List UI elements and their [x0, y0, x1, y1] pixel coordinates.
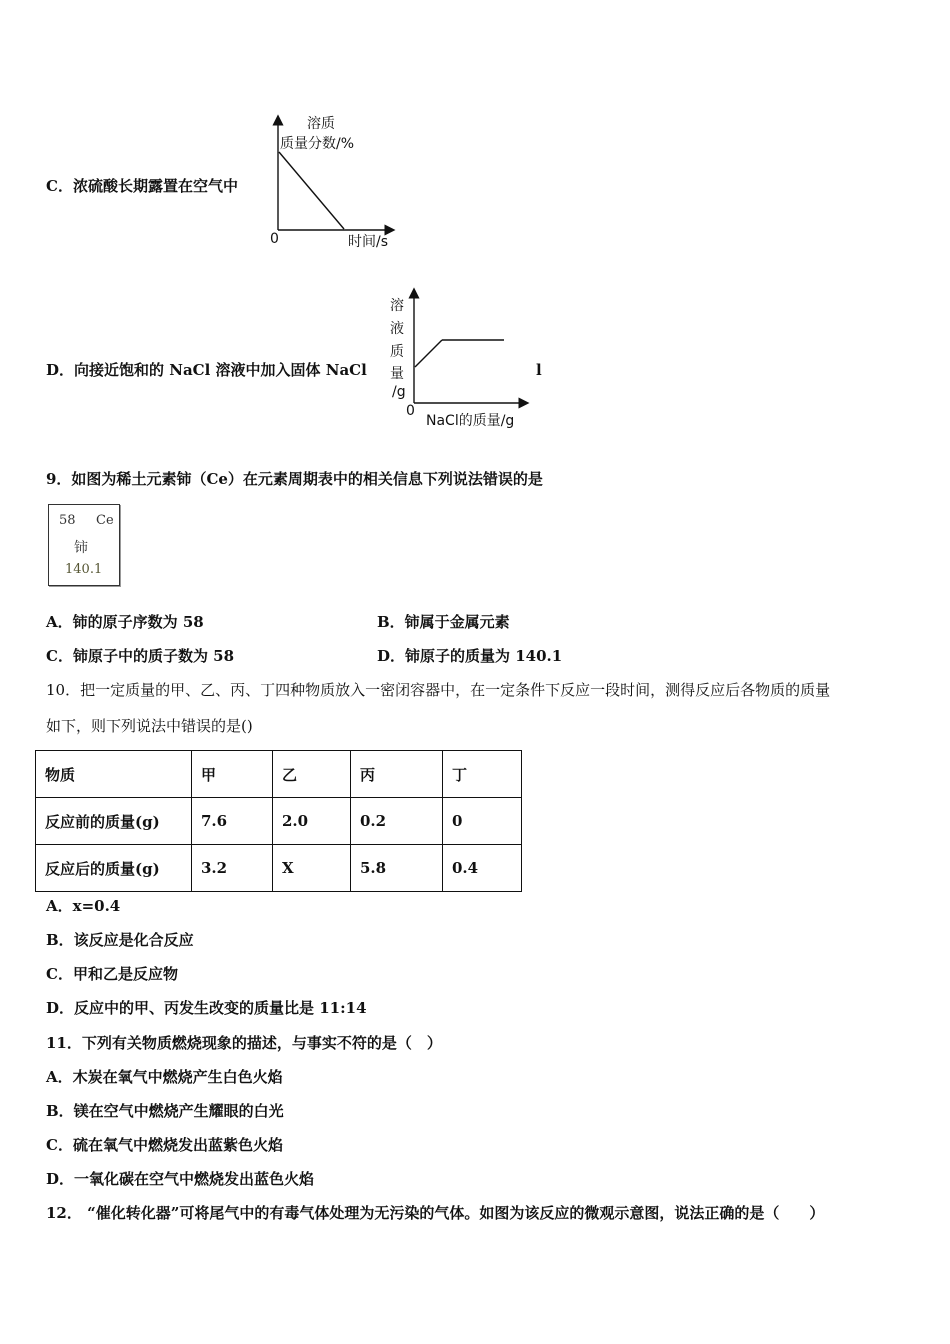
q10-option-c: C．甲和乙是反应物	[46, 965, 178, 983]
element-cell	[48, 504, 120, 586]
table-cell: 3.2	[192, 845, 273, 892]
graph-xlabel: NaCl的质量/g	[426, 413, 515, 429]
graph-ylabel-3: 量	[390, 366, 404, 382]
q9-stem: 9．如图为稀土元素铈（Ce）在元素周期表中的相关信息下列说法错误的是	[46, 470, 543, 488]
element-symbol: Ce	[96, 513, 114, 528]
element-name: 铈	[74, 540, 88, 556]
q8-option-d-graph	[382, 285, 532, 435]
graph-ylabel-4: /g	[392, 384, 406, 400]
table-cell: 0.4	[443, 845, 522, 892]
table-header-cell: 乙	[273, 751, 351, 798]
table-header-cell: 丙	[351, 751, 443, 798]
q9-option-c: C．铈原子中的质子数为 58	[46, 647, 235, 665]
table-header-row	[36, 751, 522, 798]
q11-stem: 11．下列有关物质燃烧现象的描述，与事实不符的是（ ）	[46, 1034, 442, 1052]
q9-option-d: D．铈原子的质量为 140.1	[377, 647, 563, 665]
q11-option-b: B．镁在空气中燃烧产生耀眼的白光	[46, 1102, 284, 1120]
q11-option-a: A．木炭在氧气中燃烧产生白色火焰	[46, 1068, 283, 1086]
decreasing-line	[279, 152, 344, 229]
rising-line	[415, 340, 442, 367]
q8-option-c-graph	[262, 108, 412, 253]
q10-option-d: D．反应中的甲、丙发生改变的质量比是 11:14	[46, 999, 367, 1017]
q10-option-b: B．该反应是化合反应	[46, 931, 194, 949]
graph-origin: 0	[406, 403, 415, 419]
q12-stem: 12． “催化转化器”可将尾气中的有毒气体处理为无污染的气体。如图为该反应的微观示意图，说法正确的是（ ）	[46, 1204, 825, 1222]
graph-ylabel-2: 质	[390, 344, 404, 360]
graph-ylabel-1: 液	[390, 321, 404, 337]
element-mass: 140.1	[65, 562, 103, 577]
table-cell: 0.2	[351, 798, 443, 845]
table-cell: 反应后的质量(g)	[36, 845, 192, 892]
q10-stem-line2: 如下，则下列说法中错误的是()	[46, 717, 253, 735]
graph-ylabel-1: 溶质	[307, 116, 335, 132]
table-header-cell: 丁	[443, 751, 522, 798]
q9-option-a: A．铈的原子序数为 58	[46, 613, 204, 631]
graph-ylabel-2: 质量分数/%	[280, 136, 355, 152]
graph-ylabel-0: 溶	[390, 298, 404, 314]
q11-option-c: C．硫在氧气中燃烧发出蓝紫色火焰	[46, 1136, 283, 1154]
table-cell: 7.6	[192, 798, 273, 845]
table-row	[36, 845, 522, 892]
q9-option-b: B．铈属于金属元素	[377, 613, 510, 631]
q10-stem-line1: 10．把一定质量的甲、乙、丙、丁四种物质放入一密闭容器中，在一定条件下反应一段时间，测得反应后各物质的质量	[46, 681, 831, 699]
mass-table	[35, 750, 522, 892]
q11-option-d: D．一氧化碳在空气中燃烧发出蓝色火焰	[46, 1170, 315, 1188]
table-cell: 反应前的质量(g)	[36, 798, 192, 845]
graph-xlabel: 时间/s	[348, 234, 389, 250]
table-cell: X	[273, 845, 351, 892]
table-header-cell: 甲	[192, 751, 273, 798]
q10-option-a: A．x=0.4	[46, 897, 121, 915]
q8-option-d: D．向接近饱和的 NaCl 溶液中加入固体 NaCl	[46, 361, 367, 379]
table-cell: 2.0	[273, 798, 351, 845]
q8-option-d-trailing: l	[536, 361, 542, 379]
table-header-cell: 物质	[36, 751, 192, 798]
graph-origin: 0	[270, 231, 279, 247]
table-cell: 0	[443, 798, 522, 845]
q8-option-c: C．浓硫酸长期露置在空气中	[46, 177, 238, 195]
element-number: 58	[59, 513, 76, 528]
table-row	[36, 798, 522, 845]
table-cell: 5.8	[351, 845, 443, 892]
